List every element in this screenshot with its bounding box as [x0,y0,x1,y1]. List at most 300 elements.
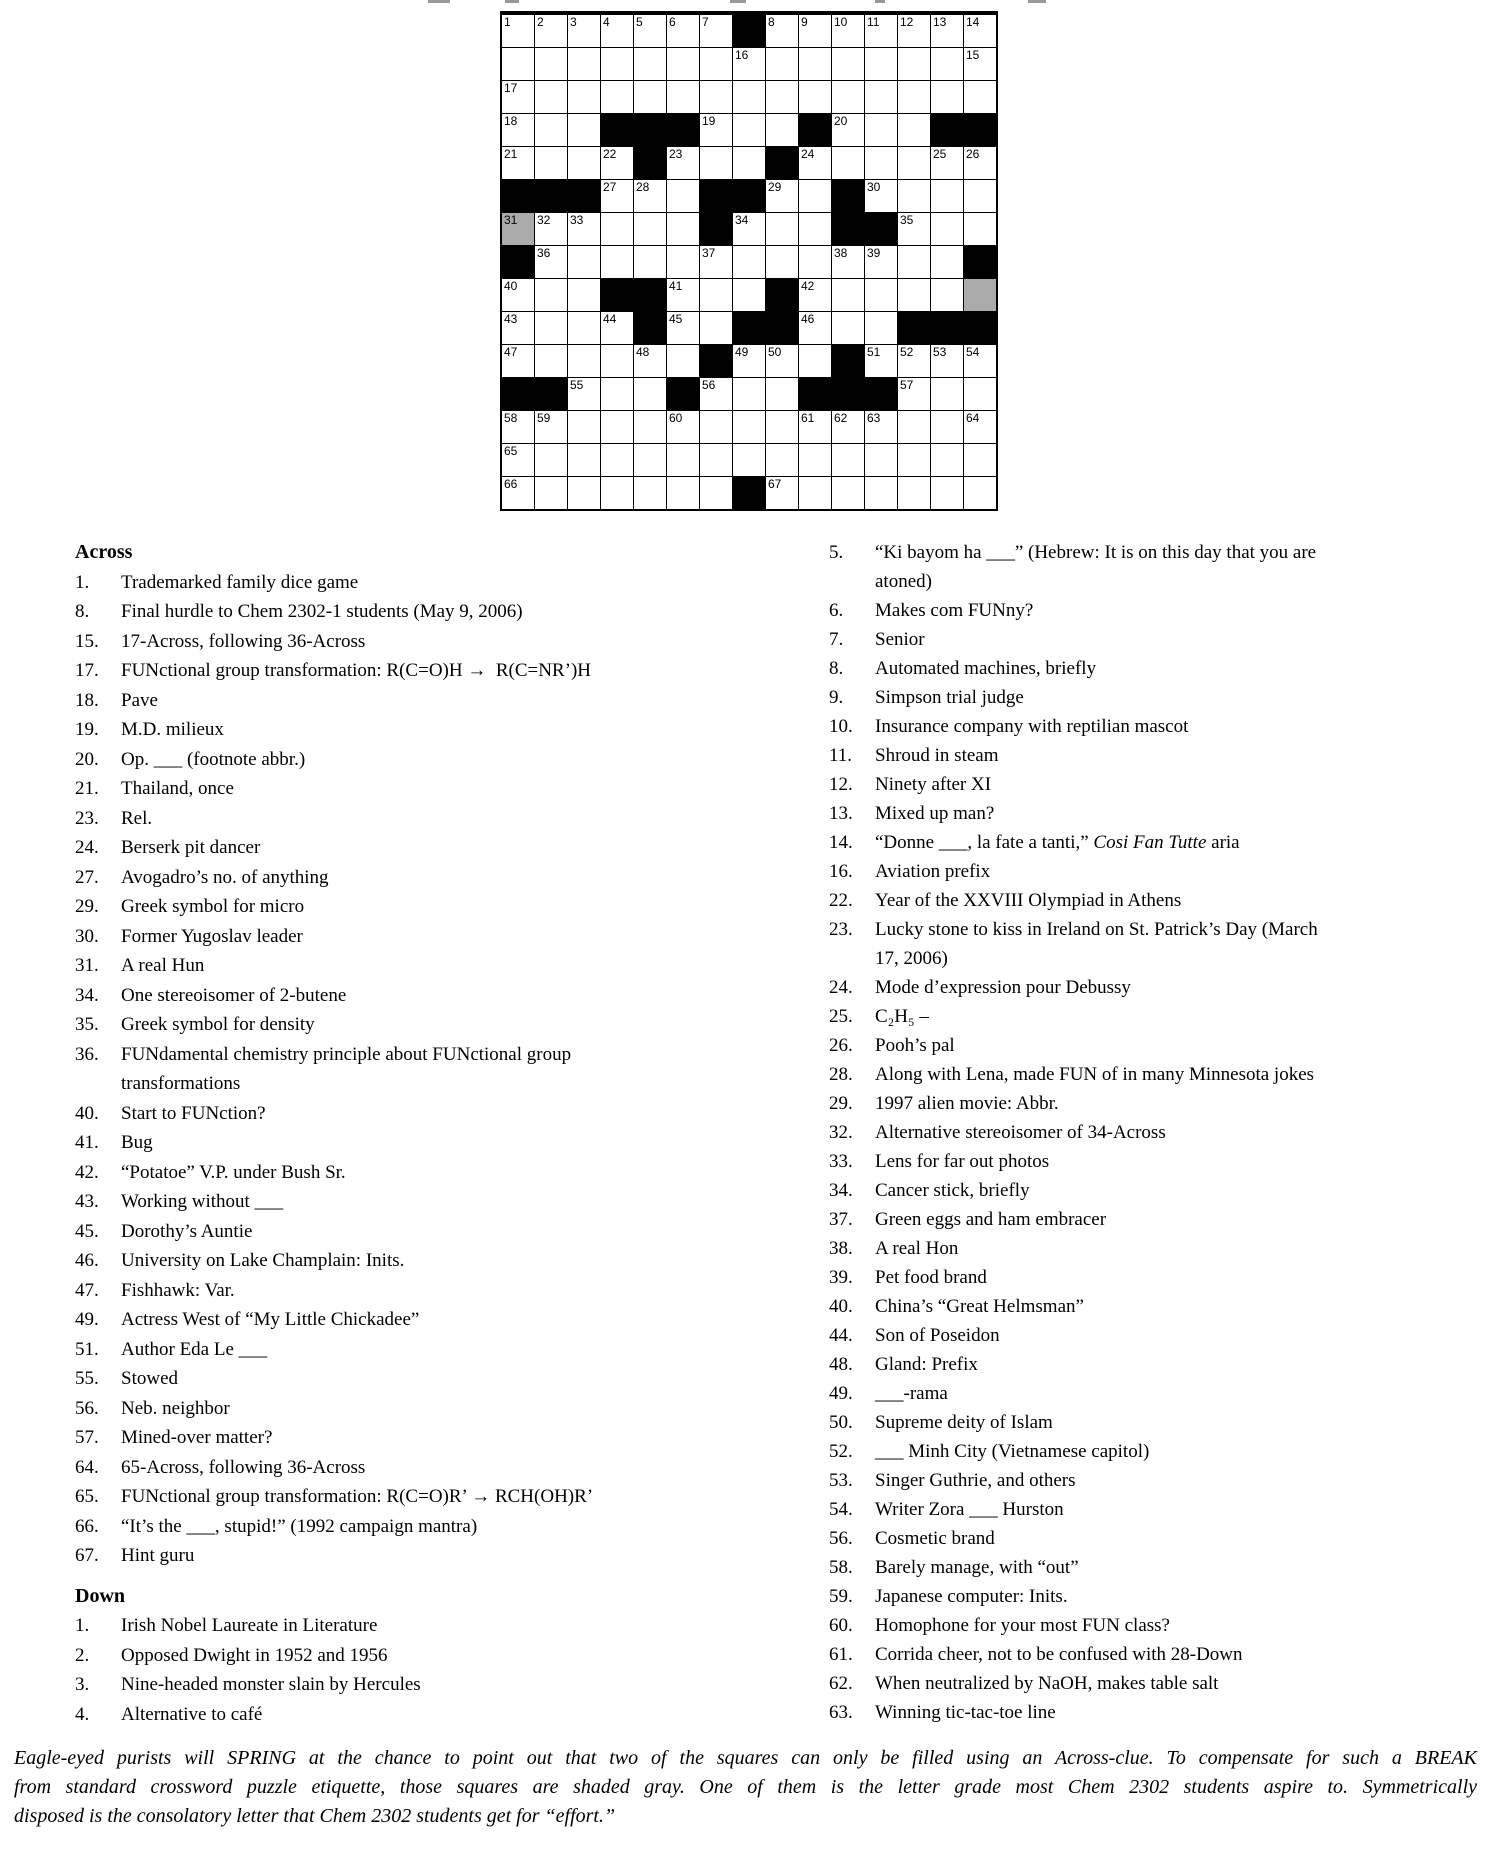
grid-cell[interactable] [667,48,699,80]
grid-cell[interactable] [799,477,831,509]
grid-cell[interactable] [865,279,897,311]
grid-cell[interactable] [535,477,567,509]
cell-number: 16 [735,48,749,62]
grid-cell[interactable] [832,444,864,476]
grid-cell[interactable] [667,279,699,311]
grid-cell[interactable] [568,444,600,476]
grid-cell[interactable] [964,345,996,377]
grid-cell[interactable] [568,279,600,311]
cell-number: 65 [504,444,518,458]
grid-cell[interactable] [667,213,699,245]
grid-cell[interactable] [964,147,996,179]
grid-cell[interactable] [502,345,534,377]
clue-text: Mixed up man? [875,803,995,824]
clue-item [829,799,1484,828]
grid-cell[interactable] [667,147,699,179]
grid-cell[interactable] [766,15,798,47]
grid-cell[interactable] [832,312,864,344]
grid-cell [601,279,633,311]
grid-cell[interactable] [667,477,699,509]
clue-item [829,1495,1484,1524]
grid-cell[interactable] [865,411,897,443]
down-clue-list-right [829,538,1484,1727]
grid-cell[interactable] [601,477,633,509]
grid-cell[interactable] [964,81,996,113]
cell-number: 48 [636,345,650,359]
cell-number: 4 [603,15,610,29]
grid-cell[interactable] [898,114,930,146]
grid-cell[interactable] [799,246,831,278]
grid-cell[interactable] [568,345,600,377]
grid-cell[interactable] [898,477,930,509]
grid-cell[interactable] [964,213,996,245]
grid-cell[interactable] [931,147,963,179]
cell-number: 29 [768,180,782,194]
clue-text: Thailand, once [121,778,234,799]
clue-text: M.D. milieux [121,719,224,740]
grid-cell[interactable] [502,444,534,476]
grid-cell[interactable] [766,378,798,410]
clue-number: 8. [829,658,844,679]
cell-number: 26 [966,147,980,161]
cell-number: 58 [504,411,518,425]
clue-text: Supreme deity of Islam [875,1412,1053,1433]
grid-cell[interactable] [832,477,864,509]
grid-cell[interactable] [964,444,996,476]
grid-cell[interactable] [667,246,699,278]
grid-cell[interactable] [601,147,633,179]
grid-cell[interactable] [898,213,930,245]
grid-cell[interactable] [931,15,963,47]
clue-number: 11. [829,745,853,766]
grid-cell[interactable] [568,147,600,179]
grid-cell[interactable] [568,81,600,113]
crossword-grid [500,11,998,511]
grid-cell[interactable] [634,48,666,80]
cell-number: 2 [537,15,544,29]
grid-cell[interactable] [601,312,633,344]
grid-cell[interactable] [667,444,699,476]
grid-cell[interactable] [502,411,534,443]
clue-number: 20. [75,748,99,770]
grid-cell[interactable] [799,279,831,311]
grid-cell[interactable] [865,345,897,377]
clue-text: Start to FUNction? [121,1102,266,1124]
grid-cell[interactable] [535,312,567,344]
grid-cell[interactable] [832,246,864,278]
grid-cell[interactable] [799,147,831,179]
clue-number: 46. [75,1250,99,1271]
grid-cell[interactable] [601,345,633,377]
grid-cell[interactable] [568,15,600,47]
grid-cell[interactable] [535,213,567,245]
grid-cell[interactable] [568,213,600,245]
grid-cell[interactable] [865,81,897,113]
grid-cell[interactable] [601,48,633,80]
grid-cell[interactable] [964,180,996,212]
grid-cell[interactable] [865,444,897,476]
grid-cell[interactable] [601,246,633,278]
grid-cell[interactable] [568,477,600,509]
grid-cell[interactable] [865,246,897,278]
grid-cell[interactable] [931,279,963,311]
clue-number: 5. [829,542,844,563]
grid-cell[interactable] [634,81,666,113]
grid-cell[interactable] [766,114,798,146]
grid-cell[interactable] [535,81,567,113]
grid-cell[interactable] [766,246,798,278]
grid-cell[interactable] [568,114,600,146]
clue-item [829,1379,1484,1408]
grid-cell[interactable] [733,213,765,245]
grid-cell[interactable] [766,444,798,476]
grid-cell[interactable] [799,15,831,47]
grid-cell[interactable] [799,411,831,443]
grid-cell[interactable] [766,81,798,113]
cell-number: 49 [735,345,749,359]
grid-cell[interactable] [700,477,732,509]
clue-text: ___ Minh City (Vietnamese capitol) [875,1441,1150,1462]
clue-text: Japanese computer: Inits. [875,1586,1068,1607]
grid-cell[interactable] [865,114,897,146]
grid-cell[interactable] [964,411,996,443]
grid-cell[interactable] [535,411,567,443]
footnote-line: from standard crossword puzzle etiquette, those squares are shaded gray. One of them is the letter grade most Chem 2302 students aspire to. Symmetrically [14,1776,1477,1798]
clue-number: 63. [829,1702,853,1723]
grid-cell [634,312,666,344]
grid-cell[interactable] [898,345,930,377]
grid-cell[interactable] [931,411,963,443]
grid-cell[interactable] [502,147,534,179]
grid-cell[interactable] [832,15,864,47]
clue-item [75,1217,780,1247]
clue-text: Actress West of “My Little Chickadee” [121,1309,420,1330]
grid-cell[interactable] [799,48,831,80]
clue-item [75,774,780,804]
clue-number: 31. [75,955,99,976]
clue-item [75,1700,780,1730]
clue-item [829,1147,1484,1176]
grid-cell[interactable] [634,411,666,443]
grid-cell [865,378,897,410]
clue-number: 17. [75,660,99,681]
grid-cell[interactable] [799,213,831,245]
grid-cell[interactable] [535,15,567,47]
grid-cell[interactable] [898,81,930,113]
grid-cell [799,114,831,146]
grid-cell[interactable] [568,411,600,443]
grid-cell[interactable] [733,411,765,443]
grid-cell[interactable] [964,48,996,80]
clue-item [829,1524,1484,1553]
grid-cell[interactable] [535,444,567,476]
grid-cell [535,180,567,212]
grid-cell[interactable] [502,81,534,113]
grid-cell[interactable] [766,48,798,80]
clue-item [829,915,1484,973]
grid-cell[interactable] [931,81,963,113]
grid-cell[interactable] [601,411,633,443]
cell-number: 63 [867,411,881,425]
grid-cell[interactable] [568,312,600,344]
grid-cell[interactable] [931,246,963,278]
grid-cell[interactable] [502,48,534,80]
grid-cell[interactable] [535,48,567,80]
grid-cell[interactable] [733,378,765,410]
clue-number: 45. [75,1220,99,1242]
clue-item [829,1263,1484,1292]
grid-cell[interactable] [634,444,666,476]
clue-text: Son of Poseidon [875,1325,1000,1346]
cell-number: 12 [900,15,914,29]
cell-number: 5 [636,15,643,29]
clue-number: 6. [829,600,844,621]
grid-cell[interactable] [535,345,567,377]
grid-cell[interactable] [502,312,534,344]
grid-cell[interactable] [832,114,864,146]
grid-cell [733,180,765,212]
grid-cell[interactable] [931,213,963,245]
clue-text: Final hurdle to Chem 2302-1 students (May 9, 2006) [121,601,523,622]
clue-number: 1. [75,1615,90,1636]
grid-cell[interactable] [733,114,765,146]
grid-cell[interactable] [931,180,963,212]
clue-item [75,833,780,863]
grid-cell[interactable] [502,114,534,146]
grid-cell[interactable] [964,378,996,410]
clue-text: Alternative stereoisomer of 34-Across [875,1122,1166,1143]
grid-cell[interactable] [931,345,963,377]
grid-cell[interactable] [535,246,567,278]
grid-cell[interactable] [634,345,666,377]
cell-number: 30 [867,180,881,194]
clue-number: 14. [829,832,853,853]
grid-cell[interactable] [931,444,963,476]
clue-item [75,804,780,834]
grid-cell[interactable] [568,378,600,410]
grid-cell[interactable] [865,477,897,509]
grid-cell[interactable] [568,246,600,278]
grid-cell[interactable] [634,477,666,509]
grid-cell[interactable] [733,246,765,278]
grid-cell[interactable] [733,81,765,113]
grid-cell[interactable] [700,81,732,113]
grid-cell[interactable] [898,48,930,80]
grid-cell[interactable] [832,279,864,311]
grid-cell[interactable] [832,411,864,443]
grid-cell [766,312,798,344]
grid-cell[interactable] [502,213,534,245]
grid-cell[interactable] [634,15,666,47]
grid-cell[interactable] [898,147,930,179]
clue-item [75,1099,780,1129]
grid-cell[interactable] [700,279,732,311]
cell-number: 50 [768,345,782,359]
clue-text: Simpson trial judge [875,687,1024,708]
clue-number: 33. [829,1151,853,1172]
grid-cell[interactable] [535,147,567,179]
grid-cell[interactable] [766,345,798,377]
grid-cell[interactable] [667,15,699,47]
grid-cell[interactable] [799,180,831,212]
grid-cell[interactable] [667,312,699,344]
grid-cell[interactable] [700,48,732,80]
grid-cell[interactable] [601,213,633,245]
clue-item [829,886,1484,915]
grid-cell[interactable] [799,312,831,344]
grid-cell[interactable] [964,279,996,311]
grid-cell[interactable] [667,81,699,113]
grid-cell[interactable] [700,147,732,179]
grid-cell[interactable] [832,147,864,179]
clue-text: University on Lake Champlain: Inits. [121,1250,405,1271]
grid-cell[interactable] [733,345,765,377]
across-clue-list [75,568,780,1571]
clue-number: 66. [75,1515,99,1537]
clue-item [75,1246,780,1276]
grid-cell[interactable] [865,48,897,80]
clue-text: Senior [875,629,925,650]
grid-cell[interactable] [865,312,897,344]
clue-text: Lucky stone to kiss in Ireland on St. Patrick’s Day (March 17, 2006) [875,919,1318,969]
grid-cell [733,312,765,344]
footnote-line: disposed is the consolatory letter that Chem 2302 students get for “effort.” [14,1805,616,1827]
grid-cell[interactable] [799,444,831,476]
down-header: Down [75,1584,126,1607]
grid-cell[interactable] [931,477,963,509]
cell-number: 15 [966,48,980,62]
grid-cell[interactable] [898,378,930,410]
grid-cell[interactable] [634,378,666,410]
grid-cell [766,279,798,311]
clue-item [829,1640,1484,1669]
grid-cell[interactable] [601,378,633,410]
clue-text: 1997 alien movie: Abbr. [875,1093,1059,1114]
grid-cell[interactable] [898,444,930,476]
grid-cell[interactable] [931,378,963,410]
grid-cell[interactable] [832,81,864,113]
cell-number: 8 [768,15,775,29]
grid-cell[interactable] [667,180,699,212]
clue-number: 60. [829,1615,853,1636]
clue-item [75,686,780,716]
clue-item [75,1128,780,1158]
grid-cell[interactable] [502,477,534,509]
grid-cell[interactable] [502,15,534,47]
grid-cell[interactable] [898,279,930,311]
clue-text: Fishhawk: Var. [121,1279,235,1301]
clue-item [829,538,1484,596]
clue-number: 4. [75,1703,90,1725]
grid-cell[interactable] [832,48,864,80]
clue-item [829,1176,1484,1205]
grid-cell[interactable] [799,81,831,113]
clue-number: 48. [829,1354,853,1375]
grid-cell[interactable] [700,246,732,278]
grid-cell[interactable] [733,279,765,311]
grid-cell[interactable] [601,15,633,47]
grid-cell[interactable] [700,114,732,146]
grid-cell[interactable] [601,444,633,476]
grid-cell[interactable] [898,180,930,212]
grid-cell[interactable] [601,180,633,212]
clue-text: FUNdamental chemistry principle about FUNctional group transformations [121,1043,572,1094]
clue-number: 3. [75,1674,90,1695]
grid-cell[interactable] [766,213,798,245]
grid-cell[interactable] [601,81,633,113]
grid-cell[interactable] [799,345,831,377]
grid-cell [568,180,600,212]
grid-cell[interactable] [535,279,567,311]
grid-cell[interactable] [700,411,732,443]
clue-text: Pooh’s pal [875,1035,955,1056]
clue-item [75,981,780,1011]
grid-cell[interactable] [865,15,897,47]
clue-number: 16. [829,861,853,882]
grid-cell[interactable] [535,114,567,146]
grid-cell[interactable] [667,345,699,377]
clue-item [829,712,1484,741]
clue-number: 59. [829,1586,853,1607]
clue-text: Op. ___ (footnote abbr.) [121,748,306,770]
grid-cell[interactable] [733,147,765,179]
grid-cell[interactable] [898,411,930,443]
grid-cell [700,213,732,245]
grid-cell[interactable] [634,213,666,245]
clue-text: Neb. neighbor [121,1397,230,1419]
cell-number: 52 [900,345,914,359]
grid-cell[interactable] [700,378,732,410]
clue-item [829,1611,1484,1640]
clue-number: 34. [75,984,99,1006]
grid-cell[interactable] [898,15,930,47]
clue-number: 36. [75,1043,99,1065]
grid-cell[interactable] [634,246,666,278]
grid-cell[interactable] [502,279,534,311]
grid-cell[interactable] [865,147,897,179]
grid-cell[interactable] [766,477,798,509]
grid-cell[interactable] [766,411,798,443]
grid-cell[interactable] [865,180,897,212]
cell-number: 28 [636,180,650,194]
clue-item [75,1158,780,1188]
clue-item [75,1611,780,1641]
grid-cell[interactable] [898,246,930,278]
cell-number: 32 [537,213,551,227]
clue-number: 56. [75,1397,99,1419]
grid-cell[interactable] [667,411,699,443]
grid-cell[interactable] [733,48,765,80]
cell-number: 54 [966,345,980,359]
grid-cell[interactable] [766,180,798,212]
clue-item [75,1670,780,1700]
clue-text: Automated machines, briefly [875,658,1097,679]
grid-cell[interactable] [700,444,732,476]
grid-cell[interactable] [700,15,732,47]
grid-cell[interactable] [964,15,996,47]
grid-cell[interactable] [964,477,996,509]
grid-cell [964,114,996,146]
clue-number: 47. [75,1279,99,1301]
cell-number: 21 [504,147,518,161]
clue-item [75,1394,780,1424]
grid-cell[interactable] [700,312,732,344]
grid-cell[interactable] [733,444,765,476]
clue-number: 32. [829,1122,853,1143]
grid-cell[interactable] [634,180,666,212]
grid-cell[interactable] [931,48,963,80]
grid-cell[interactable] [568,48,600,80]
